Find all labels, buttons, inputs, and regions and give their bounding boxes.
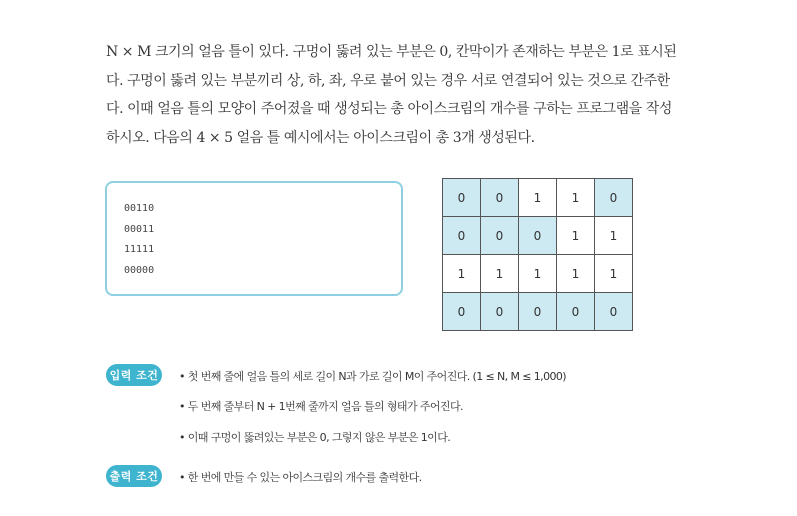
grid-row <box>443 293 633 331</box>
grid-cell: 1 <box>595 217 633 255</box>
grid-cell: 1 <box>519 179 557 217</box>
grid-cell: 1 <box>557 255 595 293</box>
grid-row <box>443 217 633 255</box>
grid-cell: 0 <box>557 293 595 331</box>
grid-cell: 0 <box>519 217 557 255</box>
problem-line: N × M 크기의 얼음 틀이 있다. 구멍이 뚫려 있는 부분은 0, 칸막이가 존재하는 부분은 1로 표시된 <box>106 44 677 60</box>
grid-cell: 1 <box>519 255 557 293</box>
example-input-line: 00011 <box>124 223 155 235</box>
output-condition-label: 출력 조건 <box>106 465 162 487</box>
grid-cell: 0 <box>519 293 557 331</box>
example-input-line: 11111 <box>124 244 155 255</box>
grid-row <box>443 255 633 293</box>
input-condition-item: • 두 번째 줄부터 N + 1번째 줄까지 얼음 틀의 형태가 주어진다. <box>179 400 463 413</box>
grid-cell: 0 <box>481 179 519 217</box>
grid-cell: 0 <box>443 179 481 217</box>
grid-cell: 1 <box>443 255 481 293</box>
grid-cell: 0 <box>481 293 519 331</box>
grid-cell: 1 <box>557 217 595 255</box>
input-condition-label: 입력 조건 <box>106 364 162 386</box>
example-input-line: 00110 <box>124 203 155 214</box>
problem-line: 다. 구멍이 뚫려 있는 부분끼리 상, 하, 좌, 우로 붙어 있는 경우 서로 연결되어 있는 것으로 간주한 <box>106 72 670 89</box>
grid-cell: 1 <box>557 179 595 217</box>
grid-cell: 1 <box>595 255 633 293</box>
output-condition-item: • 한 번에 만들 수 있는 아이스크림의 개수를 출력한다. <box>179 471 422 484</box>
input-condition-item: • 첫 번째 줄에 얼음 틀의 세로 길이 N과 가로 길이 M이 주어진다. (1 ≤ N, M ≤ 1,000) <box>179 370 566 383</box>
grid-row <box>443 179 633 217</box>
ice-tray-grid <box>442 178 633 331</box>
grid-cell: 0 <box>443 293 481 331</box>
example-input-box <box>105 181 403 296</box>
problem-line: 다. 이때 얼음 틀의 모양이 주어졌을 때 생성되는 총 아이스크림의 개수를 구하는 프로그램을 작성 <box>106 101 672 117</box>
grid-cell: 0 <box>595 293 633 331</box>
grid-cell: 1 <box>481 255 519 293</box>
grid-cell: 0 <box>481 217 519 255</box>
problem-line: 하시오. 다음의 4 × 5 얼음 틀 예시에서는 아이스크림이 총 3개 생성된다. <box>106 129 535 146</box>
input-condition-item: • 이때 구멍이 뚫려있는 부분은 0, 그렇지 않은 부분은 1이다. <box>179 431 451 444</box>
grid-cell: 0 <box>595 179 633 217</box>
grid-cell: 0 <box>443 217 481 255</box>
problem-statement <box>106 38 726 152</box>
example-input-line: 00000 <box>124 264 155 276</box>
